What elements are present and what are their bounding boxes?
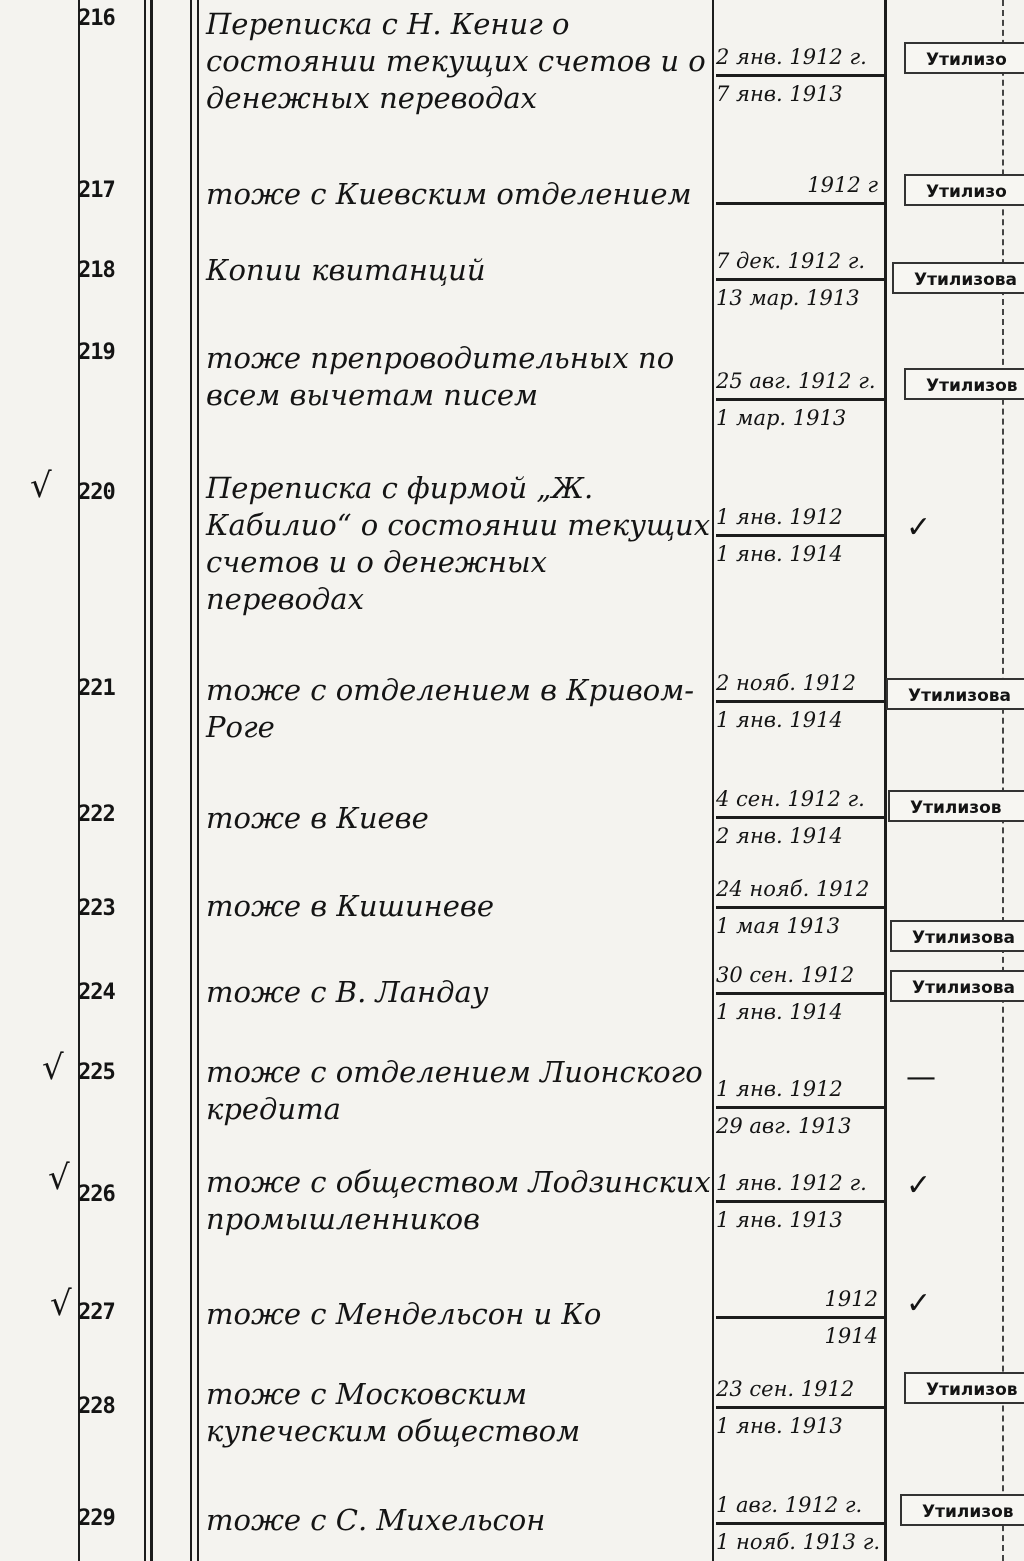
title-column-rule-2 xyxy=(197,0,199,1561)
dates-column-rule xyxy=(712,0,714,1561)
notes-dashed-rule xyxy=(1002,0,1004,1561)
date-end: 29 авг. 1913 xyxy=(716,1114,852,1138)
date-end: 13 мар. 1913 xyxy=(716,286,860,310)
date-start: 30 сен. 1912 xyxy=(716,958,886,995)
date-end xyxy=(716,205,886,239)
row-number: 216 xyxy=(78,6,115,31)
right-check-mark: ✓ xyxy=(906,1286,932,1321)
date-end: 1 янв. 1914 xyxy=(716,1000,843,1024)
date-end: 1 нояб. 1913 г. xyxy=(716,1530,880,1554)
utilization-stamp: Утилизова xyxy=(890,920,1024,952)
date-start: 1 авг. 1912 г. xyxy=(716,1488,886,1525)
row-number: 229 xyxy=(78,1506,115,1531)
margin-rule xyxy=(78,0,80,1561)
row-number: 228 xyxy=(78,1394,115,1419)
date-end: 1914 xyxy=(824,1324,878,1348)
utilization-stamp: Утилизов xyxy=(904,368,1024,400)
utilization-stamp: Утилизо xyxy=(904,174,1024,206)
row-number: 217 xyxy=(78,178,115,203)
row-number: 224 xyxy=(78,980,115,1005)
date-start: 1 янв. 1912 г. xyxy=(716,1166,886,1203)
row-dates xyxy=(716,40,886,111)
date-start: 24 нояб. 1912 xyxy=(716,872,886,909)
row-title: тоже в Кишиневе xyxy=(206,889,494,923)
row-dates xyxy=(716,958,886,1029)
utilization-stamp: Утилизо xyxy=(904,42,1024,74)
row-dates xyxy=(716,1072,886,1143)
row-dates xyxy=(716,1166,886,1237)
row-title: тоже с Московским купеческим обществом xyxy=(206,1377,581,1448)
date-start: 1 янв. 1912 xyxy=(716,500,886,537)
row-number: 223 xyxy=(78,896,115,921)
row-dates xyxy=(716,666,886,737)
date-end: 1 мар. 1913 xyxy=(716,406,847,430)
row-dates xyxy=(716,1488,886,1559)
row-title: тоже препроводительных по всем вычетам писем xyxy=(206,341,675,412)
utilization-stamp: Утилизова xyxy=(890,970,1024,1002)
row-dates xyxy=(716,500,886,571)
date-start: 1912 xyxy=(716,1282,886,1319)
row-dates xyxy=(716,1372,886,1443)
date-start: 1 янв. 1912 xyxy=(716,1072,886,1109)
utilization-stamp: Утилизов xyxy=(904,1372,1024,1404)
row-title: Копии квитанций xyxy=(206,253,486,287)
date-end: 2 янв. 1914 xyxy=(716,824,843,848)
row-number: 219 xyxy=(78,340,115,365)
row-number: 221 xyxy=(78,676,115,701)
row-title: тоже с обществом Лодзинских промышленников xyxy=(206,1165,711,1236)
date-start: 23 сен. 1912 xyxy=(716,1372,886,1409)
row-title: тоже с С. Михельсон xyxy=(206,1503,546,1537)
date-end: 1 янв. 1913 xyxy=(716,1414,843,1438)
row-number: 226 xyxy=(78,1182,115,1207)
row-title: тоже с Мендельсон и Ко xyxy=(206,1297,602,1331)
row-title: тоже с В. Ландау xyxy=(206,975,489,1009)
row-title: тоже с отделением в Кривом-Роге xyxy=(206,673,695,744)
date-end: 1 мая 1913 xyxy=(716,914,840,938)
row-number: 220 xyxy=(78,480,115,505)
check-mark: √ xyxy=(42,1048,64,1088)
row-title: тоже с отделением Лионского кредита xyxy=(206,1055,703,1126)
number-column-rule-2 xyxy=(150,0,153,1561)
title-column-rule xyxy=(190,0,192,1561)
utilization-stamp: Утилизова xyxy=(892,262,1024,294)
row-title: тоже с Киевским отделением xyxy=(206,177,692,211)
row-number: 225 xyxy=(78,1060,115,1085)
row-dates xyxy=(716,364,886,435)
row-title: тоже в Киеве xyxy=(206,801,429,835)
right-check-mark: ✓ xyxy=(906,510,932,545)
row-title: Переписка с фирмой „Ж. Кабилио“ о состоянии текущих счетов и о денежных переводах xyxy=(206,471,711,616)
date-start: 25 авг. 1912 г. xyxy=(716,364,886,401)
row-dates xyxy=(716,782,886,853)
date-start: 2 янв. 1912 г. xyxy=(716,40,886,77)
date-start: 1912 г xyxy=(716,168,886,205)
utilization-stamp: Утилизов xyxy=(900,1494,1024,1526)
date-start: 7 дек. 1912 г. xyxy=(716,244,886,281)
row-dates xyxy=(716,872,886,943)
date-end: 1 янв. 1913 xyxy=(716,1208,843,1232)
utilization-stamp: Утилизов xyxy=(888,790,1024,822)
date-end: 7 янв. 1913 xyxy=(716,82,843,106)
right-dash-mark: — xyxy=(906,1060,936,1095)
row-number: 218 xyxy=(78,258,115,283)
utilization-stamp: Утилизова xyxy=(886,678,1024,710)
check-mark: √ xyxy=(50,1284,72,1324)
date-end: 1 янв. 1914 xyxy=(716,708,843,732)
right-check-mark: ✓ xyxy=(906,1168,932,1203)
number-column-rule-1 xyxy=(144,0,146,1561)
row-number: 222 xyxy=(78,802,115,827)
row-dates xyxy=(716,168,886,239)
date-end: 1 янв. 1914 xyxy=(716,542,843,566)
check-mark: √ xyxy=(30,466,52,506)
row-dates xyxy=(716,1282,886,1353)
row-dates xyxy=(716,244,886,315)
check-mark: √ xyxy=(48,1158,70,1198)
date-start: 2 нояб. 1912 xyxy=(716,666,886,703)
row-title: Переписка с Н. Кениг о состоянии текущих счетов и о денежных переводах xyxy=(206,7,706,115)
row-number: 227 xyxy=(78,1300,115,1325)
date-start: 4 сен. 1912 г. xyxy=(716,782,886,819)
